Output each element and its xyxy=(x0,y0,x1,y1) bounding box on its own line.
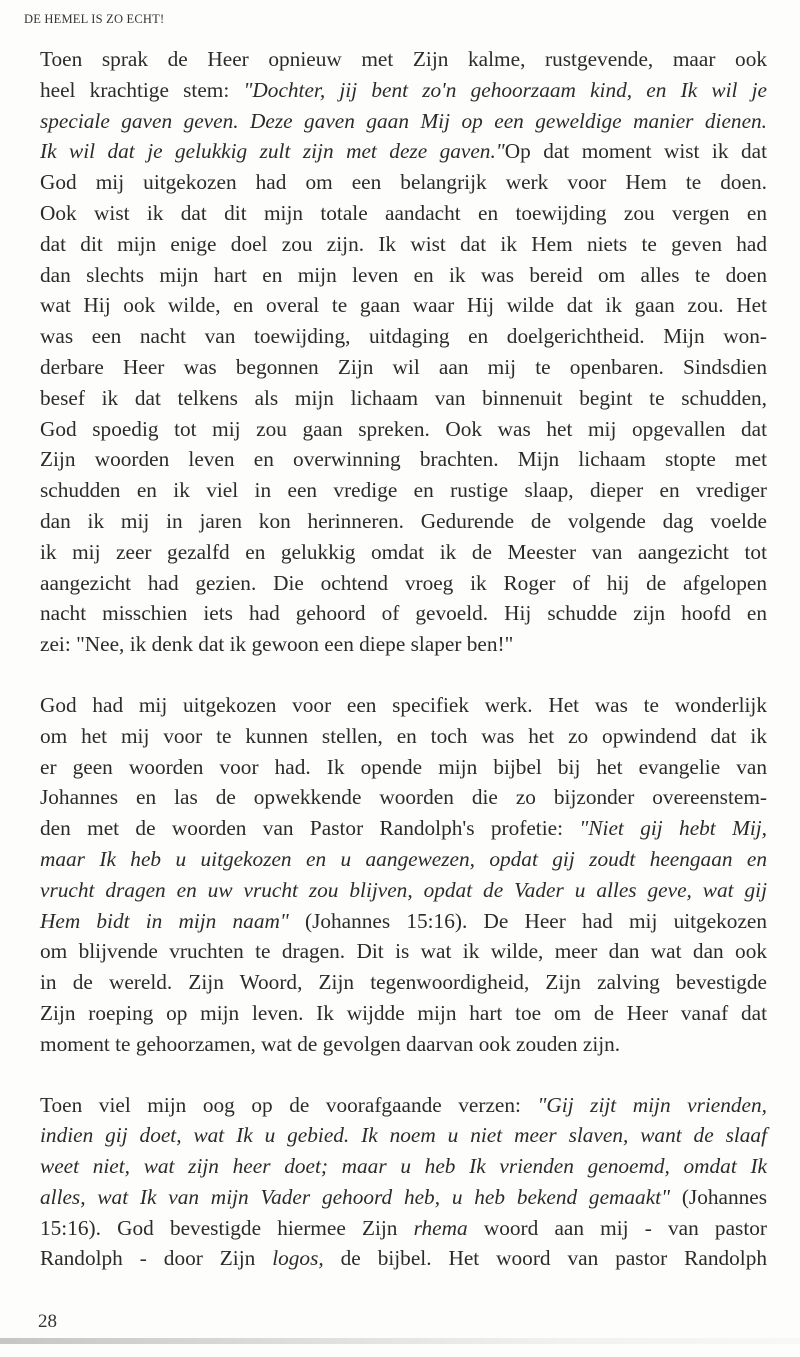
text-run: moment te gehoorzamen, wat de gevolgen daarvan ook zouden zijn. xyxy=(40,1031,621,1056)
text-run: God mij uitgekozen had om een belangrijk werk voor Hem te doen. xyxy=(40,170,767,195)
text-line xyxy=(40,383,767,414)
italic-text: "Niet gij hebt Mij, xyxy=(579,816,767,841)
text-line xyxy=(40,568,767,599)
text-line xyxy=(40,1213,767,1244)
italic-text: indien gij doet, wat Ik u gebied. Ik noem u niet meer slaven, want de slaaf xyxy=(40,1123,767,1148)
text-run: om blijvende vruchten te dragen. Dit is wat ik wilde, meer dan wat dan ook xyxy=(40,939,767,964)
italic-text: vrucht dragen en uw vrucht zou blijven, opdat de Vader u alles geve, wat gij xyxy=(40,877,767,902)
text-run: 15:16). God bevestigde hiermee Zijn xyxy=(40,1215,414,1240)
text-run: Ook wist ik dat dit mijn totale aandacht en toewijding zou vergen en xyxy=(40,200,767,225)
text-line xyxy=(40,998,767,1029)
text-line xyxy=(40,1090,767,1121)
text-run: (Johannes xyxy=(670,1184,767,1209)
text-line xyxy=(40,690,767,721)
text-line xyxy=(40,1151,767,1182)
text-line xyxy=(40,1243,767,1274)
text-line xyxy=(40,598,767,629)
text-line xyxy=(40,875,767,906)
text-run: zei: "Nee, ik denk dat ik gewoon een diepe slaper ben!" xyxy=(40,632,514,657)
text-line xyxy=(40,75,767,106)
text-run: Op dat moment wist ik dat xyxy=(504,139,767,164)
text-run: heel krachtige stem: xyxy=(40,77,244,102)
text-run: Zijn roeping op mijn leven. Ik wijdde mijn hart toe om de Heer vanaf dat xyxy=(40,1000,767,1025)
text-line xyxy=(40,936,767,967)
text-run: dat dit mijn enige doel zou zijn. Ik wist dat ik Hem niets te geven had xyxy=(40,231,767,256)
text-line xyxy=(40,444,767,475)
italic-text: maar Ik heb u uitgekozen en u aangewezen, opdat gij zoudt heengaan en xyxy=(40,846,767,871)
text-run: was een nacht van toewijding, uitdaging en doelgerichtheid. Mijn won- xyxy=(40,324,767,349)
text-line xyxy=(40,752,767,783)
text-run: Zijn woorden leven en overwinning brachten. Mijn lichaam stopte met xyxy=(40,447,767,472)
italic-text: alles, wat Ik van mijn Vader gehoord heb, u heb bekend gemaakt" xyxy=(40,1184,671,1209)
text-run: de bijbel. Het woord van pastor Randolph xyxy=(323,1246,768,1271)
text-line xyxy=(40,629,767,660)
text-line xyxy=(40,475,767,506)
text-run: ik mij zeer gezalfd en gelukkig omdat ik de Meester van aangezicht tot xyxy=(40,539,767,564)
text-run: God spoedig tot mij zou gaan spreken. Ook was het mij opgevallen dat xyxy=(40,416,767,441)
text-run: (Johannes 15:16). De Heer had mij uitgekozen xyxy=(288,908,767,933)
text-line xyxy=(40,1120,767,1151)
text-line xyxy=(40,229,767,260)
text-run: Toen sprak de Heer opnieuw met Zijn kalme, rustgevende, maar ook xyxy=(40,47,767,71)
italic-text: "Dochter, jij bent zo'n gehoorzaam kind, en Ik wil je xyxy=(243,77,767,102)
text-line xyxy=(40,813,767,844)
text-run: nacht misschien iets had gehoord of gevoeld. Hij schudde zijn hoofd en xyxy=(40,601,767,626)
text-line xyxy=(40,198,767,229)
text-line xyxy=(40,321,767,352)
paragraph xyxy=(40,44,767,660)
italic-text: Ik wil dat je gelukkig zult zijn met deze gaven." xyxy=(40,139,505,164)
italic-text: logos, xyxy=(272,1246,324,1271)
text-line xyxy=(40,844,767,875)
page-edge-shadow xyxy=(0,1338,800,1344)
text-run: den met de woorden van Pastor Randolph's profetie: xyxy=(40,816,580,841)
text-line xyxy=(40,906,767,937)
text-run: schudden en ik viel in een vredige en rustige slaap, dieper en vrediger xyxy=(40,478,767,503)
text-run: God had mij uitgekozen voor een specifiek werk. Het was te wonderlijk xyxy=(40,692,767,717)
text-line xyxy=(40,1029,767,1060)
text-run: Johannes en las de opwekkende woorden die zo bijzonder overeenstem- xyxy=(40,785,767,810)
text-line xyxy=(40,721,767,752)
text-run: Toen viel mijn oog op de voorafgaande verzen: xyxy=(40,1092,538,1117)
text-run: derbare Heer was begonnen Zijn wil aan mij te openbaren. Sindsdien xyxy=(40,354,767,379)
italic-text: speciale gaven geven. Deze gaven gaan Mij op een geweldige manier dienen. xyxy=(40,108,767,133)
paragraph xyxy=(40,690,767,1060)
text-run: om het mij voor te kunnen stellen, en toch was het zo opwindend dat ik xyxy=(40,723,767,748)
page-number: 28 xyxy=(38,1311,57,1332)
italic-text: weet niet, wat zijn heer doet; maar u heb Ik vrienden genoemd, omdat Ik xyxy=(40,1154,767,1179)
text-line xyxy=(40,290,767,321)
running-head: DE HEMEL IS ZO ECHT! xyxy=(24,12,165,26)
text-run: in de wereld. Zijn Woord, Zijn tegenwoordigheid, Zijn zalving bevestigde xyxy=(40,970,767,995)
text-run: er geen woorden voor had. Ik opende mijn bijbel bij het evangelie van xyxy=(40,754,767,779)
paragraph xyxy=(40,1090,767,1275)
text-run: dan ik mij in jaren kon herinneren. Gedurende de volgende dag voelde xyxy=(40,508,767,533)
text-line xyxy=(40,44,767,75)
text-line xyxy=(40,506,767,537)
text-line xyxy=(40,537,767,568)
text-line xyxy=(40,260,767,291)
text-line xyxy=(40,414,767,445)
italic-text: rhema xyxy=(413,1215,468,1240)
italic-text: Hem bidt in mijn naam" xyxy=(40,908,289,933)
text-line xyxy=(40,967,767,998)
text-run: Randolph - door Zijn xyxy=(40,1246,273,1271)
body-text xyxy=(40,44,767,1274)
text-line xyxy=(40,167,767,198)
text-run: besef ik dat telkens als mijn lichaam van binnenuit begint te schudden, xyxy=(40,385,767,410)
text-line xyxy=(40,352,767,383)
text-line xyxy=(40,106,767,137)
text-run: woord aan mij - van pastor xyxy=(467,1215,767,1240)
text-run: dan slechts mijn hart en mijn leven en ik was bereid om alles te doen xyxy=(40,262,767,287)
text-run: wat Hij ook wilde, en overal te gaan waar Hij wilde dat ik gaan zou. Het xyxy=(40,293,767,318)
text-line xyxy=(40,136,767,167)
text-line xyxy=(40,1182,767,1213)
text-run: aangezicht had gezien. Die ochtend vroeg ik Roger of hij de afgelopen xyxy=(40,570,767,595)
italic-text: "Gij zijt mijn vrienden, xyxy=(537,1092,767,1117)
text-line xyxy=(40,782,767,813)
